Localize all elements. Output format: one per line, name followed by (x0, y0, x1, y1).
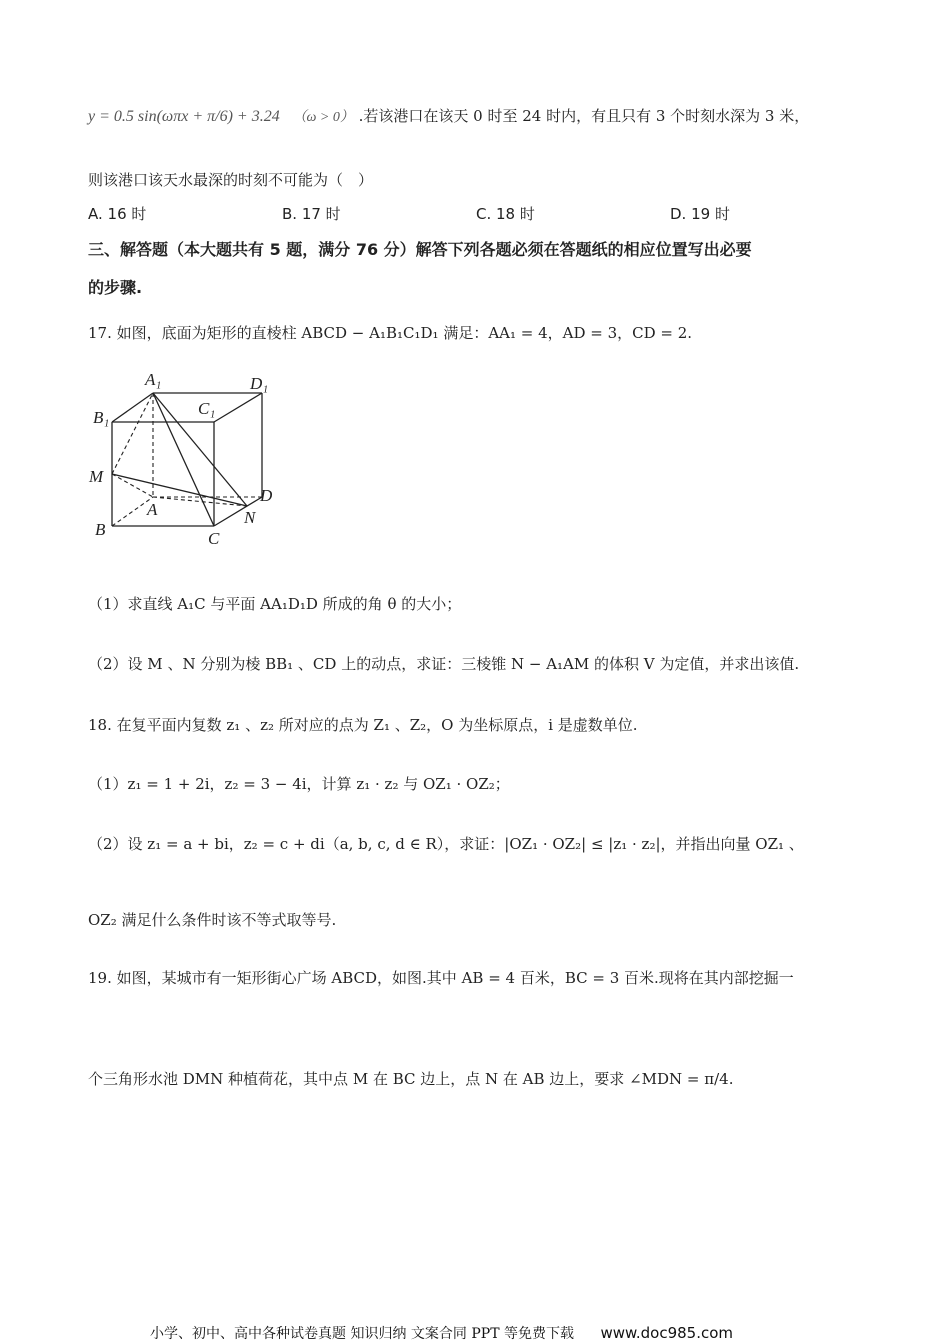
hidden-segment-ma (112, 474, 153, 497)
label-a: A (147, 500, 158, 519)
label-d: D (260, 486, 273, 505)
label-d1: D₁ (250, 374, 269, 393)
q16-option-d: D. 19 时 (670, 205, 730, 223)
label-n: N (244, 508, 256, 527)
q19-line1: 19. 如图，某城市有一矩形街心广场 ABCD，如图.其中 AB = 4 百米，BC = 3 百米.现将在其内部挖掘一 (88, 969, 794, 987)
footer-text: 小学、初中、高中各种试卷真题 知识归纳 文案合同 PPT 等免费下载 (150, 1326, 574, 1342)
edge-c1d1 (214, 393, 262, 422)
q17-stem: 17. 如图，底面为矩形的直棱柱 ABCD − A₁B₁C₁D₁ 满足：AA₁ = 4，AD = 3，CD = 2. (88, 324, 693, 342)
footer-site-link[interactable]: www.doc985.com (600, 1324, 734, 1342)
section3-heading-line2: 的步骤. (88, 278, 143, 297)
q16-option-a: A. 16 时 (88, 205, 147, 223)
segment-mn (112, 474, 247, 506)
label-c: C (208, 529, 220, 548)
section3-heading-line1: 三、解答题（本大题共有 5 题，满分 76 分）解答下列各题必须在答题纸的相应位置写出必要 (88, 240, 752, 259)
q16-line1 (88, 104, 809, 130)
q17-part2: （2）设 M 、N 分别为棱 BB₁ 、CD 上的动点，求证：三棱锥 N − A₁AM 的体积 V 为定值，并求出该值. (88, 655, 800, 673)
label-c1: C₁ (198, 399, 216, 418)
hidden-segment-an (153, 497, 247, 506)
edge-b1a1 (112, 393, 153, 422)
q16-formula: y = 0.5 sin(ωπx + π/6) + 3.24 (88, 108, 280, 125)
q18-part2-line1: （2）设 z₁ = a + bi，z₂ = c + di（a, b, c, d ∈ R），求证：|OZ₁ · OZ₂| ≤ |z₁ · z₂|，并指出向量 OZ₁ 、 (88, 835, 804, 853)
q19-line2: 个三角形水池 DMN 种植荷花，其中点 M 在 BC 边上，点 N 在 AB 边上，要求 ∠MDN = π/4. (88, 1070, 734, 1088)
hidden-segment-ma1 (112, 393, 153, 474)
q16-condition: （ω > 0） (292, 110, 354, 125)
q16-option-b: B. 17 时 (282, 205, 341, 223)
q16-text-a: .若该港口在该天 0 时至 24 时内，有且只有 3 个时刻水深为 3 米， (358, 107, 810, 125)
q18-part1: （1）z₁ = 1 + 2i，z₂ = 3 − 4i，计算 z₁ · z₂ 与 OZ₁ · OZ₂； (88, 775, 510, 793)
label-b: B (95, 520, 106, 539)
q16-option-c: C. 18 时 (476, 205, 535, 223)
q16-line2: 则该港口该天水最深的时刻不可能为（ ） (88, 171, 374, 189)
label-b1: B₁ (93, 408, 110, 427)
label-m: M (89, 467, 104, 486)
q18-stem: 18. 在复平面内复数 z₁ 、z₂ 所对应的点为 Z₁ 、Z₂，O 为坐标原点，i 是虚数单位. (88, 716, 638, 734)
q18-part2-line2: OZ₂ 满足什么条件时该不等式取等号. (88, 911, 337, 929)
label-a1: A₁ (145, 370, 162, 389)
page-footer (150, 1323, 733, 1343)
prism-figure (85, 365, 285, 550)
q17-part1: （1）求直线 A₁C 与平面 AA₁D₁D 所成的角 θ 的大小； (88, 595, 462, 613)
